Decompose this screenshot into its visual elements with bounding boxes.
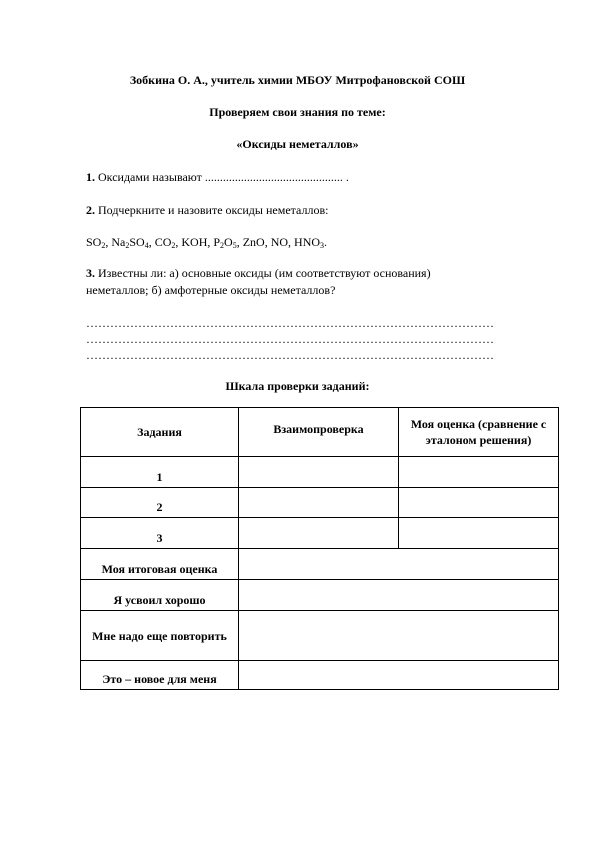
formula-part: . <box>324 235 328 249</box>
table-row <box>81 488 559 518</box>
formula-subscript: 2 <box>171 241 176 250</box>
answer-line-3: ………………………………………………………………………………………… <box>86 348 494 362</box>
table-row <box>81 661 559 690</box>
summary-label: Я усвоил хорошо <box>81 580 239 611</box>
table-header-row <box>81 408 559 457</box>
author-line: Зобкина О. А., учитель химии МБОУ Митрофановской СОШ <box>129 73 466 87</box>
summary-label: Мне надо еще повторить <box>81 611 239 661</box>
summary-value-cell[interactable] <box>239 611 559 661</box>
question-3-text-1: Известны ли: а) основные оксиды (им соответствуют основания) <box>95 266 431 280</box>
question-3-number: 3. <box>86 266 95 280</box>
summary-label: Это – новое для меня <box>81 661 239 690</box>
task-number: 1 <box>81 457 239 488</box>
question-2-text: Подчеркните и назовите оксиды неметаллов: <box>95 203 329 217</box>
peer-check-cell[interactable] <box>239 488 399 518</box>
header-self-assessment: Моя оценка (сравнение с эталоном решения) <box>399 408 559 457</box>
question-1-text: Оксидами называют <box>95 170 205 184</box>
summary-value-cell[interactable] <box>239 580 559 611</box>
formula-subscript: 4 <box>144 241 149 250</box>
question-2 <box>86 203 328 218</box>
header-tasks: Задания <box>81 408 239 457</box>
formula-subscript: 3 <box>320 241 325 250</box>
self-assessment-cell[interactable] <box>399 457 559 488</box>
table-row <box>81 457 559 488</box>
answer-line-1: ………………………………………………………………………………………… <box>86 316 494 330</box>
formula-part: , CO <box>148 235 172 249</box>
table-row <box>81 580 559 611</box>
task-number: 2 <box>81 488 239 518</box>
question-3-line-2: неметаллов; б) амфотерные оксиды неметаллов? <box>86 283 336 297</box>
formula-subscript: 2 <box>125 241 130 250</box>
question-3 <box>86 266 431 281</box>
answer-line-2: ………………………………………………………………………………………… <box>86 332 494 346</box>
formula-subscript: 2 <box>101 241 106 250</box>
formula-list <box>86 235 327 250</box>
table-row <box>81 611 559 661</box>
assessment-table <box>80 407 559 690</box>
peer-check-cell[interactable] <box>239 457 399 488</box>
formula-subscript: 2 <box>220 241 225 250</box>
formula-part: , ZnO, NO, HNO <box>236 235 321 249</box>
question-2-number: 2. <box>86 203 95 217</box>
summary-label: Моя итоговая оценка <box>81 549 239 580</box>
formula-part: SO <box>86 235 102 249</box>
formula-part: O <box>224 235 233 249</box>
question-1 <box>86 170 349 185</box>
self-assessment-cell[interactable] <box>399 518 559 549</box>
task-number: 3 <box>81 518 239 549</box>
formula-part: , Na <box>105 235 126 249</box>
peer-check-cell[interactable] <box>239 518 399 549</box>
header-peer-check: Взаимопроверка <box>239 408 399 457</box>
self-assessment-cell[interactable] <box>399 488 559 518</box>
scale-title: Шкала проверки заданий: <box>225 379 370 393</box>
table-row <box>81 518 559 549</box>
summary-value-cell[interactable] <box>239 549 559 580</box>
formula-part: SO <box>129 235 145 249</box>
check-title: Проверяем свои знания по теме: <box>209 105 386 119</box>
table-row <box>81 549 559 580</box>
formula-part: , KOH, P <box>175 235 221 249</box>
question-1-blank: .............................................. . <box>204 170 349 184</box>
topic-title: «Оксиды неметаллов» <box>236 137 359 151</box>
question-1-number: 1. <box>86 170 95 184</box>
formula-subscript: 5 <box>232 241 237 250</box>
summary-value-cell[interactable] <box>239 661 559 690</box>
